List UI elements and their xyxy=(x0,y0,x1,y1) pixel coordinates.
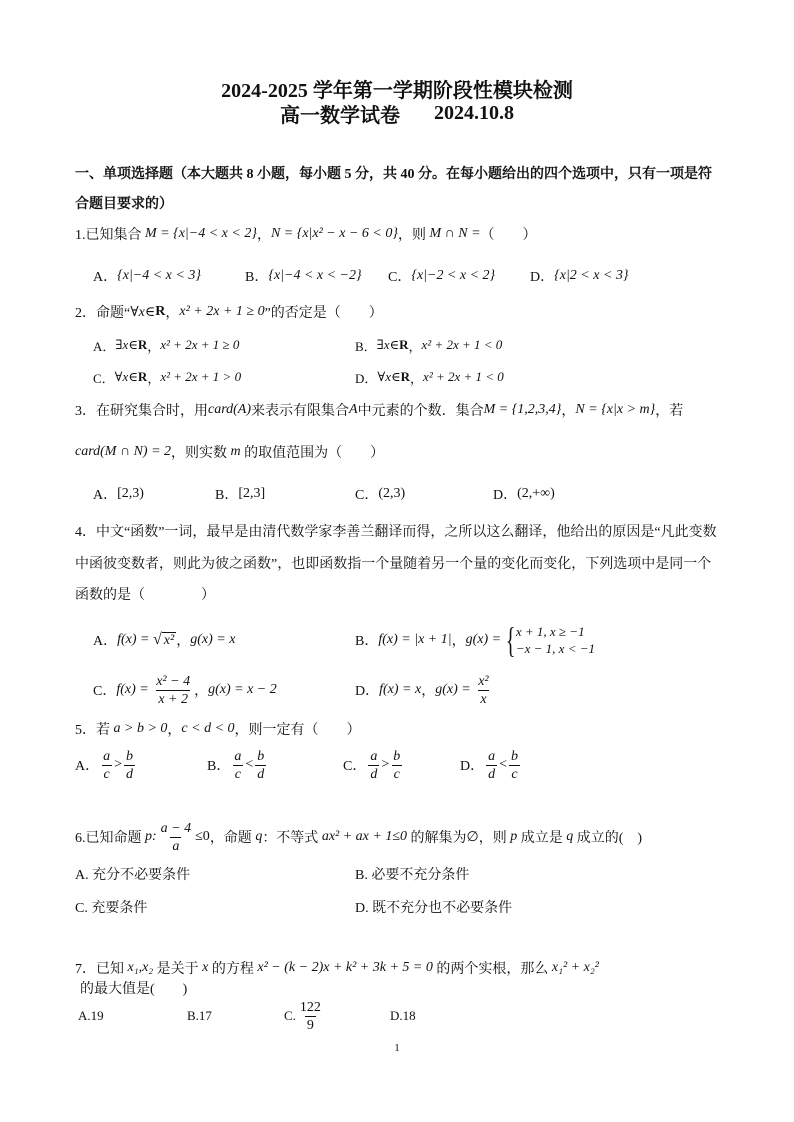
empty-set-symbol: ∅ xyxy=(466,829,479,845)
stem-text: ，则一定有（ ） xyxy=(234,723,361,738)
quantifier: ∀x∈ xyxy=(130,304,156,320)
stem-text: ， xyxy=(167,723,182,738)
math-expression: M = {1,2,3,4} xyxy=(483,402,562,417)
fraction-denominator: d xyxy=(126,766,134,782)
stem-text: 的解集为 xyxy=(407,831,467,846)
fraction xyxy=(101,748,112,783)
square-root xyxy=(153,631,176,649)
math-expression: ax² + ax + 1≤0 xyxy=(321,829,408,844)
math-expression: A xyxy=(349,402,358,417)
option-expression: x² + 2x + 1 > 0 xyxy=(160,369,242,384)
question-3-stem xyxy=(75,399,683,421)
real-set-symbol: R xyxy=(399,337,409,352)
real-set-symbol: R xyxy=(137,369,148,384)
exam-title xyxy=(0,75,794,101)
proposition-q: q xyxy=(255,829,263,844)
option-label: D． xyxy=(355,370,378,386)
fraction xyxy=(232,748,243,783)
stem-text: ， xyxy=(561,404,576,419)
fraction-denominator: c xyxy=(393,766,400,782)
stem-text: ，则实数 xyxy=(171,446,231,461)
fraction-numerator: a − 4 xyxy=(160,820,192,836)
stem-text: 1.已知集合 xyxy=(75,228,145,243)
stem-text: ：不等式 xyxy=(262,831,322,846)
option-label: A． xyxy=(93,338,116,354)
stem-text: 中元素的个数．集合 xyxy=(357,404,484,419)
function-f: f(x) = x xyxy=(379,682,422,697)
q4-option-b xyxy=(355,619,595,661)
separator: ， xyxy=(176,634,191,649)
stem-text: 的方程 xyxy=(208,962,258,977)
real-set-symbol: R xyxy=(155,304,166,319)
math-expression: m xyxy=(230,444,241,459)
comparison-operator: > xyxy=(381,757,390,772)
stem-text: 3．在研究集合时，用 xyxy=(75,404,208,419)
fraction xyxy=(298,999,323,1034)
stem-text: 2．命题“ xyxy=(75,306,131,321)
fraction-denominator: a xyxy=(172,838,180,854)
q1-option-c xyxy=(388,265,495,287)
option-label: C． xyxy=(388,270,412,285)
function-g: g(x) = x − 2 xyxy=(208,682,277,697)
option-text: C. 充要条件 xyxy=(75,901,148,916)
option-text: A. 充分不必要条件 xyxy=(75,868,191,883)
option-expression: {x|2 < x < 3} xyxy=(554,268,629,283)
fraction xyxy=(154,673,192,708)
stem-text: 4．中文“函数”一词，最早是由清代数学家李善兰翻译而得，之所以这么翻译，他给出的原因是“凡此变数 xyxy=(75,525,717,540)
q6-option-c xyxy=(75,896,147,918)
option-label: C． xyxy=(93,370,115,386)
fraction-numerator: x² − 4 xyxy=(156,673,191,689)
option-expression: (2,+∞) xyxy=(517,486,555,501)
q6-option-a xyxy=(75,863,190,885)
q4-option-d xyxy=(355,669,493,711)
stem-text: 中函彼变数者，则此为彼之函数”，也即函数指一个量随着另一个量的变化而变化，下列选项中是同一个 xyxy=(75,557,712,572)
stem-text: 的取值范围为（ ） xyxy=(240,446,385,461)
stem-text: 6.已知命题 xyxy=(75,831,145,846)
q1-option-b xyxy=(245,265,362,287)
fraction xyxy=(486,748,497,783)
separator: ， xyxy=(194,684,209,699)
fraction xyxy=(476,673,490,708)
question-3-stem-cont xyxy=(75,441,384,463)
q3-option-d xyxy=(493,483,555,505)
option-expression: {x|−2 < x < 2} xyxy=(411,268,496,283)
option-label: A． xyxy=(93,270,118,285)
fraction-denominator: d xyxy=(488,766,496,782)
stem-text: ，则 xyxy=(478,831,511,846)
math-expression: x₁,x₂ xyxy=(127,960,154,975)
stem-text: ，则 xyxy=(397,228,430,243)
fraction-numerator: a xyxy=(370,748,378,764)
separator: ， xyxy=(410,370,424,386)
fraction xyxy=(509,748,520,783)
q5-option-a xyxy=(75,744,137,786)
proposition-q: q xyxy=(566,829,574,844)
question-4-stem xyxy=(75,520,717,542)
math-expression: x² + 2x + 1 ≥ 0 xyxy=(179,304,265,319)
quantifier: ∀x∈ xyxy=(377,369,401,384)
q1-option-a xyxy=(93,265,201,287)
option-label: B． xyxy=(215,488,239,503)
q2-option-b xyxy=(355,334,502,356)
math-expression: N = {x|x > m} xyxy=(575,402,656,417)
math-expression: card(M ∩ N) = 2 xyxy=(75,444,172,459)
math-expression: N = {x|x² − x − 6 < 0} xyxy=(270,226,398,241)
section-heading-line-1: 一、单项选择题（本大题共 8 小题，每小题 5 分，共 40 分。在每小题给出的四个选项中，只有一项是符 xyxy=(75,167,712,182)
stem-text: ，若 xyxy=(655,404,684,419)
section-heading-line-2: 合题目要求的） xyxy=(75,197,173,212)
fraction xyxy=(391,748,402,783)
math-expression: x xyxy=(202,960,209,975)
fraction-numerator: b xyxy=(511,748,519,764)
question-7-stem xyxy=(75,957,599,979)
q5-option-b xyxy=(207,744,268,786)
option-expression: x² + 2x + 1 ≥ 0 xyxy=(160,337,240,352)
function-g: g(x) = x xyxy=(190,632,236,647)
piecewise-cases xyxy=(516,623,595,657)
separator: ， xyxy=(408,338,422,354)
option-text: B.17 xyxy=(187,1008,212,1023)
exam-subtitle xyxy=(0,100,794,126)
option-expression: x² + 2x + 1 < 0 xyxy=(423,369,504,384)
q7-option-d xyxy=(390,995,416,1037)
quantifier: ∃x∈ xyxy=(376,337,400,352)
option-expression: {x|−4 < x < −2} xyxy=(268,268,362,283)
q2-option-d xyxy=(355,366,504,388)
fraction-numerator: b xyxy=(393,748,401,764)
fraction-denominator: c xyxy=(234,766,241,782)
piecewise-brace: { xyxy=(505,620,515,660)
math-expression: c < d < 0 xyxy=(181,721,235,736)
option-label: B． xyxy=(207,759,231,774)
question-5-stem xyxy=(75,718,361,740)
function-f: f(x) = |x + 1| xyxy=(378,632,452,647)
question-2-stem xyxy=(75,301,383,323)
q7-option-b xyxy=(187,995,212,1037)
option-text: D.18 xyxy=(390,1008,416,1023)
fraction-denominator: x xyxy=(480,691,487,707)
q1-option-d xyxy=(530,265,629,287)
quantifier: ∃x∈ xyxy=(115,337,138,352)
stem-text: ”的否定是（ ） xyxy=(264,306,383,321)
question-4-stem-end xyxy=(75,583,215,605)
piecewise-case: x + 1, x ≥ −1 xyxy=(515,624,585,639)
option-label: D． xyxy=(460,759,485,774)
option-label: D． xyxy=(530,270,555,285)
option-label: A． xyxy=(93,634,118,649)
page-number-text: 1 xyxy=(394,1042,400,1054)
math-expression: ≤0 xyxy=(195,829,210,844)
option-label: B． xyxy=(245,270,269,285)
math-expression: x² − (k − 2)x + k² + 3k + 5 = 0 xyxy=(257,960,433,975)
fraction-numerator: b xyxy=(126,748,134,764)
quantifier: ∀x∈ xyxy=(114,369,138,384)
option-text: B. 必要不充分条件 xyxy=(355,868,470,883)
proposition-p: p: xyxy=(145,829,157,844)
section-heading-cont xyxy=(75,192,173,214)
real-set-symbol: R xyxy=(137,337,148,352)
comparison-operator: < xyxy=(499,757,508,772)
q4-option-c xyxy=(93,669,277,711)
radical-sign-icon: √ xyxy=(153,631,162,648)
page-number xyxy=(0,1037,794,1059)
proposition-p: p xyxy=(510,829,518,844)
fraction-numerator: 122 xyxy=(299,999,321,1015)
stem-text: ， xyxy=(165,306,180,321)
option-label: D． xyxy=(355,684,380,699)
stem-text: 成立是 xyxy=(517,831,567,846)
stem-text: 的最大值是( ) xyxy=(80,982,188,997)
q5-option-c xyxy=(343,744,404,786)
fraction-numerator: a xyxy=(488,748,496,764)
fraction-numerator: a xyxy=(234,748,242,764)
question-1-stem xyxy=(75,223,537,245)
function-g: g(x) = xyxy=(435,682,475,697)
fraction xyxy=(255,748,266,783)
stem-text: 成立的( ) xyxy=(573,831,643,846)
option-label: D． xyxy=(493,488,518,503)
math-expression: card(A) xyxy=(208,402,252,417)
exam-title-text: 2024-2025 学年第一学期阶段性模块检测 xyxy=(221,79,573,102)
stem-text: ， xyxy=(256,228,271,243)
comparison-operator: > xyxy=(114,757,123,772)
q7-option-c xyxy=(284,995,325,1037)
fraction-denominator: d xyxy=(257,766,265,782)
stem-text: 的两个实根，那么 xyxy=(432,962,552,977)
q3-option-c xyxy=(355,483,405,505)
math-expression: M = {x|−4 < x < 2} xyxy=(145,226,257,241)
option-label: B． xyxy=(355,634,379,649)
fraction-denominator: d xyxy=(370,766,378,782)
q2-option-a xyxy=(93,334,239,356)
stem-text: 7．已知 xyxy=(75,962,128,977)
math-expression: a > b > 0 xyxy=(113,721,168,736)
option-expression: (2,3) xyxy=(378,486,406,501)
fraction xyxy=(368,748,379,783)
exam-date: 2024.10.8 xyxy=(434,101,514,124)
function-g: g(x) = xyxy=(465,632,505,647)
stem-text: 来表示有限集合 xyxy=(251,404,350,419)
function-f: f(x) = xyxy=(117,632,153,647)
question-6-stem xyxy=(75,816,642,858)
fraction-numerator: a xyxy=(103,748,111,764)
q5-option-d xyxy=(460,744,522,786)
real-set-symbol: R xyxy=(400,369,411,384)
fraction-numerator: x² xyxy=(478,673,489,689)
separator: ， xyxy=(147,338,161,354)
q2-option-c xyxy=(93,366,241,388)
math-expression: M ∩ N = xyxy=(429,226,481,241)
option-text: D. 既不充分也不必要条件 xyxy=(355,901,513,916)
fraction-numerator: b xyxy=(257,748,265,764)
stem-text: 函数的是（ ） xyxy=(75,588,215,603)
stem-text: ，命题 xyxy=(209,831,256,846)
q3-option-b xyxy=(215,483,265,505)
q3-option-a xyxy=(93,483,144,505)
exam-subject: 高一数学试卷 xyxy=(280,104,400,127)
separator: ， xyxy=(147,370,161,386)
comparison-operator: < xyxy=(245,757,254,772)
option-expression: [2,3] xyxy=(238,486,266,501)
option-label: A． xyxy=(93,488,118,503)
question-4-stem-cont xyxy=(75,552,711,574)
separator: ， xyxy=(451,634,466,649)
math-expression: x₁² + x₂² xyxy=(551,960,599,975)
option-label: C． xyxy=(93,684,117,699)
option-expression: {x|−4 < x < 3} xyxy=(117,268,201,283)
q6-option-b xyxy=(355,863,469,885)
fraction-denominator: c xyxy=(511,766,518,782)
stem-text: 5．若 xyxy=(75,723,114,738)
option-label: C. xyxy=(284,1008,296,1023)
option-label: A． xyxy=(75,759,100,774)
option-expression: [2,3) xyxy=(117,486,144,501)
option-label: B． xyxy=(355,338,377,354)
stem-text: 是关于 xyxy=(153,962,203,977)
option-label: C． xyxy=(343,759,367,774)
function-f: f(x) = xyxy=(116,682,153,697)
option-text: A.19 xyxy=(78,1008,104,1023)
fraction-denominator: 9 xyxy=(306,1017,314,1033)
option-expression: x² + 2x + 1 < 0 xyxy=(421,337,503,352)
separator: ， xyxy=(421,684,436,699)
section-heading xyxy=(75,162,712,184)
answer-blank: （ ） xyxy=(480,228,537,243)
q6-option-d xyxy=(355,896,512,918)
radicand: x² xyxy=(163,633,175,648)
q7-option-a xyxy=(78,995,104,1037)
fraction-denominator: c xyxy=(103,766,110,782)
q4-option-a xyxy=(93,619,235,661)
fraction-denominator: x + 2 xyxy=(158,691,188,707)
option-label: C． xyxy=(355,488,379,503)
piecewise-case: −x − 1, x < −1 xyxy=(515,641,595,656)
fraction xyxy=(159,820,193,855)
fraction xyxy=(124,748,135,783)
